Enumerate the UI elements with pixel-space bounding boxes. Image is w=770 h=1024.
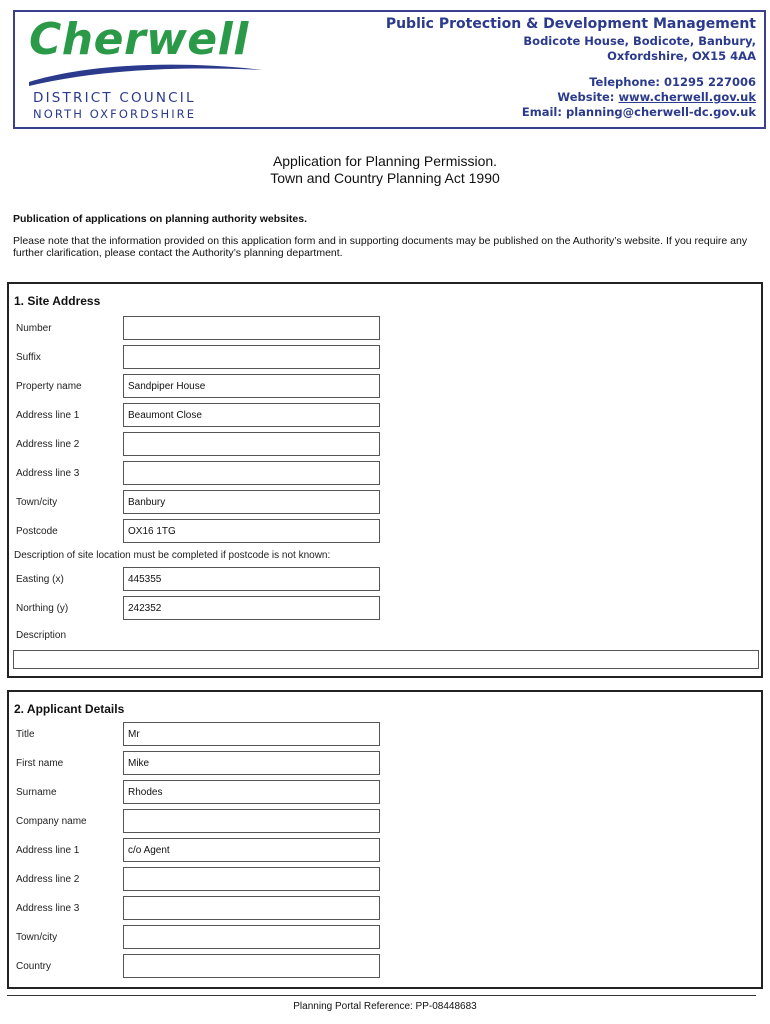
address-line-2-field[interactable] xyxy=(123,432,380,456)
field-label: Town/city xyxy=(16,932,58,943)
field-label: Address line 3 xyxy=(16,903,80,914)
title-line-2: Town and Country Planning Act 1990 xyxy=(270,170,500,186)
contact-block xyxy=(386,14,756,120)
description-label: Description xyxy=(16,630,67,641)
country-field[interactable] xyxy=(123,954,380,978)
section-title: 2. Applicant Details xyxy=(14,702,125,716)
number-field[interactable] xyxy=(123,316,380,340)
field-label: Company name xyxy=(16,816,87,827)
address-line-3-field[interactable] xyxy=(123,896,380,920)
suffix-field[interactable] xyxy=(123,345,380,369)
site-address-section xyxy=(7,282,763,678)
publication-note: Please note that the information provided on this application form and in supporting documents may be published on the Authority’s website. If you require any further clarification, please contact the Authority’s planning department. xyxy=(13,235,748,259)
form-row xyxy=(9,432,761,458)
council-name: DISTRICT COUNCIL xyxy=(33,90,196,106)
location-note: Description of site location must be completed if postcode is not known: xyxy=(14,550,331,561)
form-row xyxy=(9,345,761,371)
letterhead xyxy=(13,10,766,129)
department-name: Public Protection & Development Management xyxy=(385,16,756,32)
address-line-2-field[interactable] xyxy=(123,867,380,891)
applicant-details-section xyxy=(7,690,763,989)
document-title xyxy=(0,153,770,187)
form-row xyxy=(9,490,761,516)
website-link[interactable]: www.cherwell.gov.uk xyxy=(618,90,756,104)
field-label: Property name xyxy=(16,381,82,392)
publication-heading: Publication of applications on planning authority websites. xyxy=(13,213,308,225)
field-label: Address line 2 xyxy=(16,874,80,885)
title-line-1: Application for Planning Permission. xyxy=(272,153,498,169)
form-row xyxy=(9,596,761,622)
field-label: Town/city xyxy=(16,497,58,508)
field-label: Address line 1 xyxy=(16,410,80,421)
town-city-field[interactable] xyxy=(123,925,380,949)
logo-swoosh-icon xyxy=(27,56,267,86)
section-title: 1. Site Address xyxy=(14,294,101,308)
council-region: NORTH OXFORDSHIRE xyxy=(33,107,197,121)
field-label: Address line 3 xyxy=(16,468,80,479)
field-label: Postcode xyxy=(16,526,58,537)
form-row xyxy=(9,780,761,806)
form-row xyxy=(9,567,761,593)
town-city-field[interactable]: Banbury xyxy=(123,490,380,514)
form-row xyxy=(9,925,761,951)
form-row xyxy=(9,954,761,980)
website-label: Website: xyxy=(557,90,615,104)
easting-field[interactable]: 445355 xyxy=(123,567,380,591)
surname-field[interactable]: Rhodes xyxy=(123,780,380,804)
postcode-field[interactable]: OX16 1TG xyxy=(123,519,380,543)
form-row xyxy=(9,751,761,777)
email[interactable]: Email: planning@cherwell-dc.gov.uk xyxy=(521,105,756,119)
field-label: First name xyxy=(16,758,64,769)
council-logo-wordmark: Cherwell xyxy=(29,14,249,65)
address-line-3-field[interactable] xyxy=(123,461,380,485)
northing-field[interactable]: 242352 xyxy=(123,596,380,620)
field-label: Surname xyxy=(16,787,57,798)
form-row xyxy=(9,896,761,922)
form-row xyxy=(9,519,761,545)
form-row xyxy=(9,374,761,400)
field-label: Address line 2 xyxy=(16,439,80,450)
field-label: Number xyxy=(16,323,52,334)
telephone: Telephone: 01295 227006 xyxy=(589,75,756,89)
field-label: Easting (x) xyxy=(16,574,64,585)
form-row xyxy=(9,722,761,748)
field-label: Suffix xyxy=(16,352,41,363)
form-row xyxy=(9,461,761,487)
address-line-1-field[interactable]: Beaumont Close xyxy=(123,403,380,427)
field-label: Title xyxy=(16,729,35,740)
website-line xyxy=(386,90,756,105)
first-name-field[interactable]: Mike xyxy=(123,751,380,775)
field-label: Country xyxy=(16,961,52,972)
form-row xyxy=(9,838,761,864)
form-row xyxy=(9,403,761,429)
title-field[interactable]: Mr xyxy=(123,722,380,746)
address-line-1: Bodicote House, Bodicote, Banbury, xyxy=(523,34,756,48)
form-row xyxy=(9,809,761,835)
property-name-field[interactable]: Sandpiper House xyxy=(123,374,380,398)
address-line-2: Oxfordshire, OX15 4AA xyxy=(607,49,756,63)
description-field[interactable] xyxy=(13,650,759,669)
form-row xyxy=(9,316,761,342)
portal-reference: Planning Portal Reference: PP-08448683 xyxy=(293,1001,477,1012)
field-label: Address line 1 xyxy=(16,845,80,856)
footer-divider xyxy=(7,995,756,996)
form-row xyxy=(9,867,761,893)
company-name-field[interactable] xyxy=(123,809,380,833)
field-label: Northing (y) xyxy=(16,603,69,614)
address-line-1-field[interactable]: c/o Agent xyxy=(123,838,380,862)
